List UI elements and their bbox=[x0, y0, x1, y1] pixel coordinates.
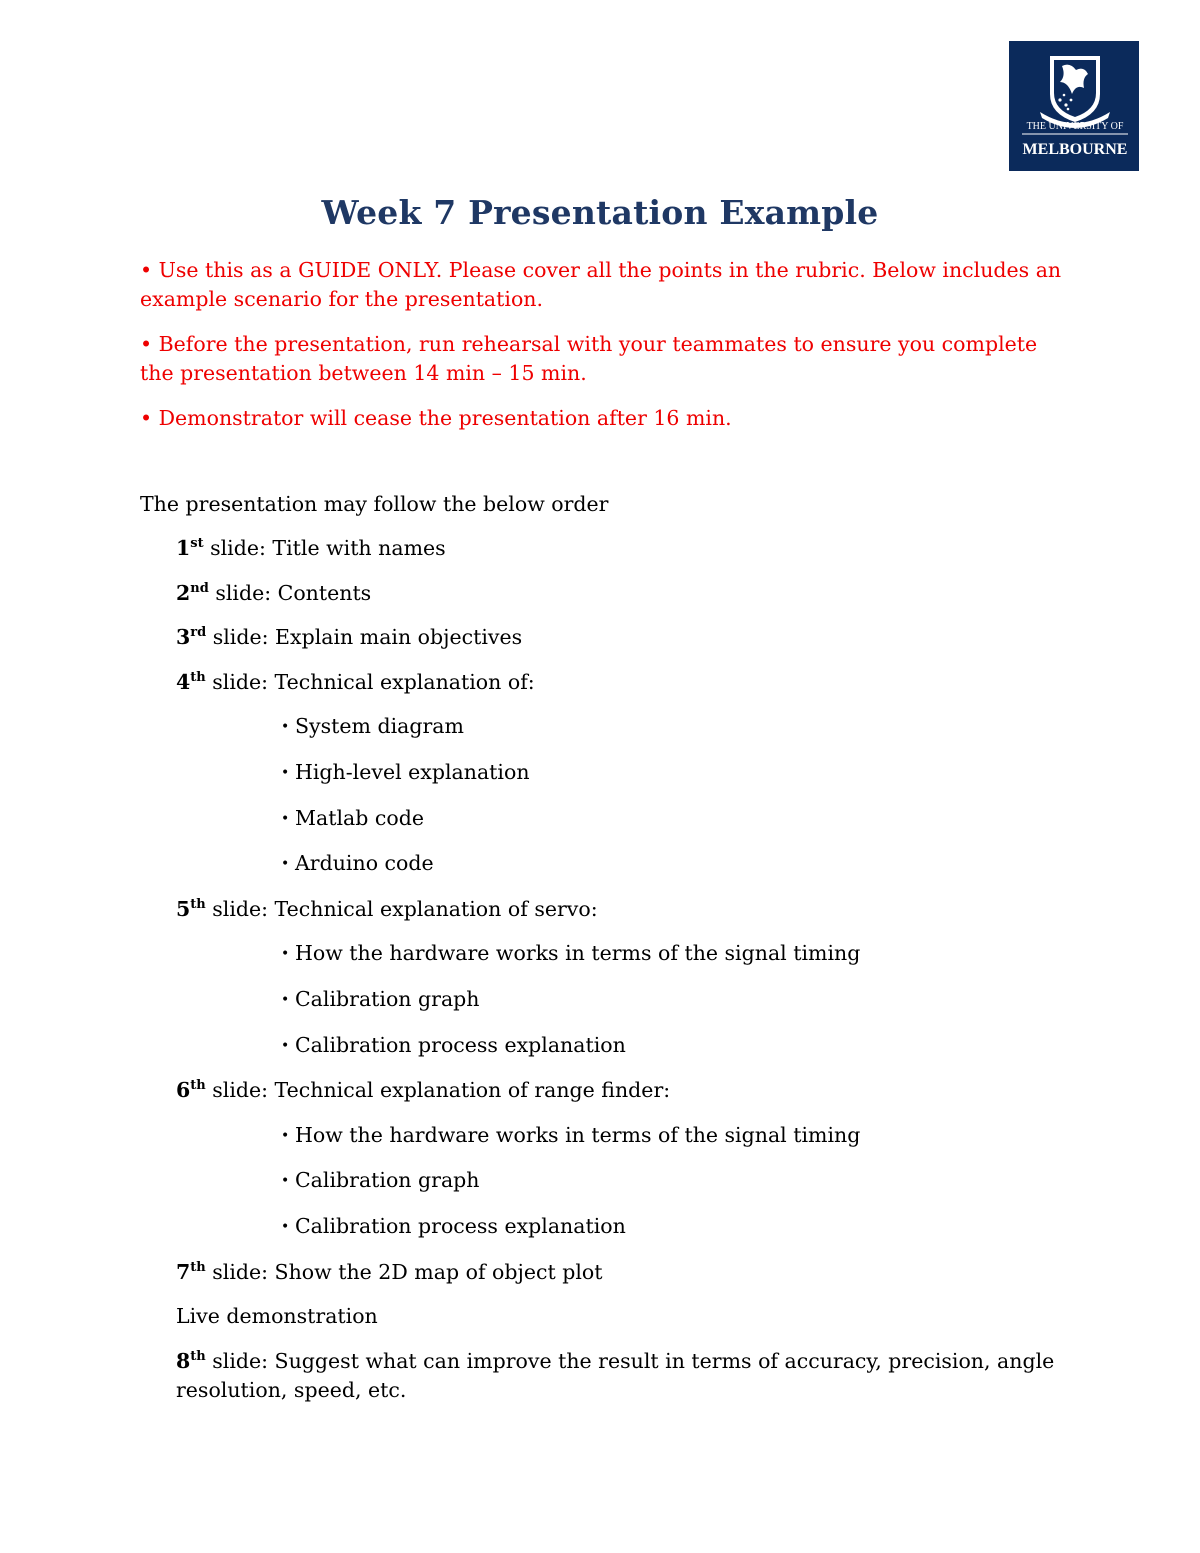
bullet-icon: • bbox=[281, 764, 290, 781]
instruction-notes bbox=[140, 256, 1070, 449]
bullet-icon: • bbox=[281, 1127, 290, 1144]
bullet-icon: • bbox=[281, 856, 290, 873]
list-item: • Calibration process explanation bbox=[281, 1212, 1076, 1242]
bullet-icon: • bbox=[281, 946, 290, 963]
list-item: • Calibration process explanation bbox=[281, 1031, 1076, 1061]
slide-6-item: 6th slide: Technical explanation of range finder: bbox=[176, 1078, 671, 1103]
list-item: • High-level explanation bbox=[281, 758, 1076, 788]
note-time-limit: • Demonstrator will cease the presentation after 16 min. bbox=[140, 406, 732, 430]
bullet-icon: • bbox=[281, 1173, 290, 1190]
crest-icon bbox=[1010, 42, 1140, 172]
bullet-icon: • bbox=[281, 1218, 290, 1235]
bullet-icon: • bbox=[281, 719, 290, 736]
university-logo bbox=[1009, 41, 1139, 171]
logo-line1: THE UNIVERSITY OF bbox=[1026, 121, 1124, 132]
slide-1-item: 1st slide: Title with names bbox=[176, 536, 446, 560]
logo-line2: MELBOURNE bbox=[1022, 141, 1128, 158]
list-item: • Arduino code bbox=[281, 849, 1076, 879]
list-item: • System diagram bbox=[281, 712, 1076, 742]
slide-5-item: 5th slide: Technical explanation of servo: bbox=[176, 896, 598, 921]
list-item: • Calibration graph bbox=[281, 1166, 1076, 1196]
presentation-outline bbox=[176, 534, 1076, 1420]
note-guide: • Use this as a GUIDE ONLY. Please cover all the points in the rubric. Below includes an example scenario for the presentation. bbox=[140, 258, 1062, 311]
list-item: • Calibration graph bbox=[281, 985, 1076, 1015]
outline-intro: The presentation may follow the below order bbox=[140, 492, 609, 516]
bullet-icon: • bbox=[281, 991, 290, 1008]
list-item: • How the hardware works in terms of the signal timing bbox=[281, 939, 1076, 969]
note-rehearsal: • Before the presentation, run rehearsal with your teammates to ensure you complete the presentation between 14 min – 15 min. bbox=[140, 332, 1038, 385]
list-item: • How the hardware works in terms of the signal timing bbox=[281, 1121, 1076, 1151]
live-demo-item: Live demonstration bbox=[176, 1304, 378, 1329]
slide-8-item: 8th slide: Suggest what can improve the result in terms of accuracy, precision, angle resolution, speed, etc. bbox=[176, 1348, 1055, 1402]
list-item: • Matlab code bbox=[281, 804, 1076, 834]
page-title: Week 7 Presentation Example bbox=[321, 193, 879, 232]
bullet-icon: • bbox=[281, 810, 290, 827]
slide-7-item: 7th slide: Show the 2D map of object plot bbox=[176, 1259, 603, 1284]
slide-4-item: 4th slide: Technical explanation of: bbox=[176, 669, 535, 694]
slide-2-item: 2nd slide: Contents bbox=[176, 580, 372, 605]
bullet-icon: • bbox=[281, 1037, 290, 1054]
slide-3-item: 3rd slide: Explain main objectives bbox=[176, 625, 523, 650]
